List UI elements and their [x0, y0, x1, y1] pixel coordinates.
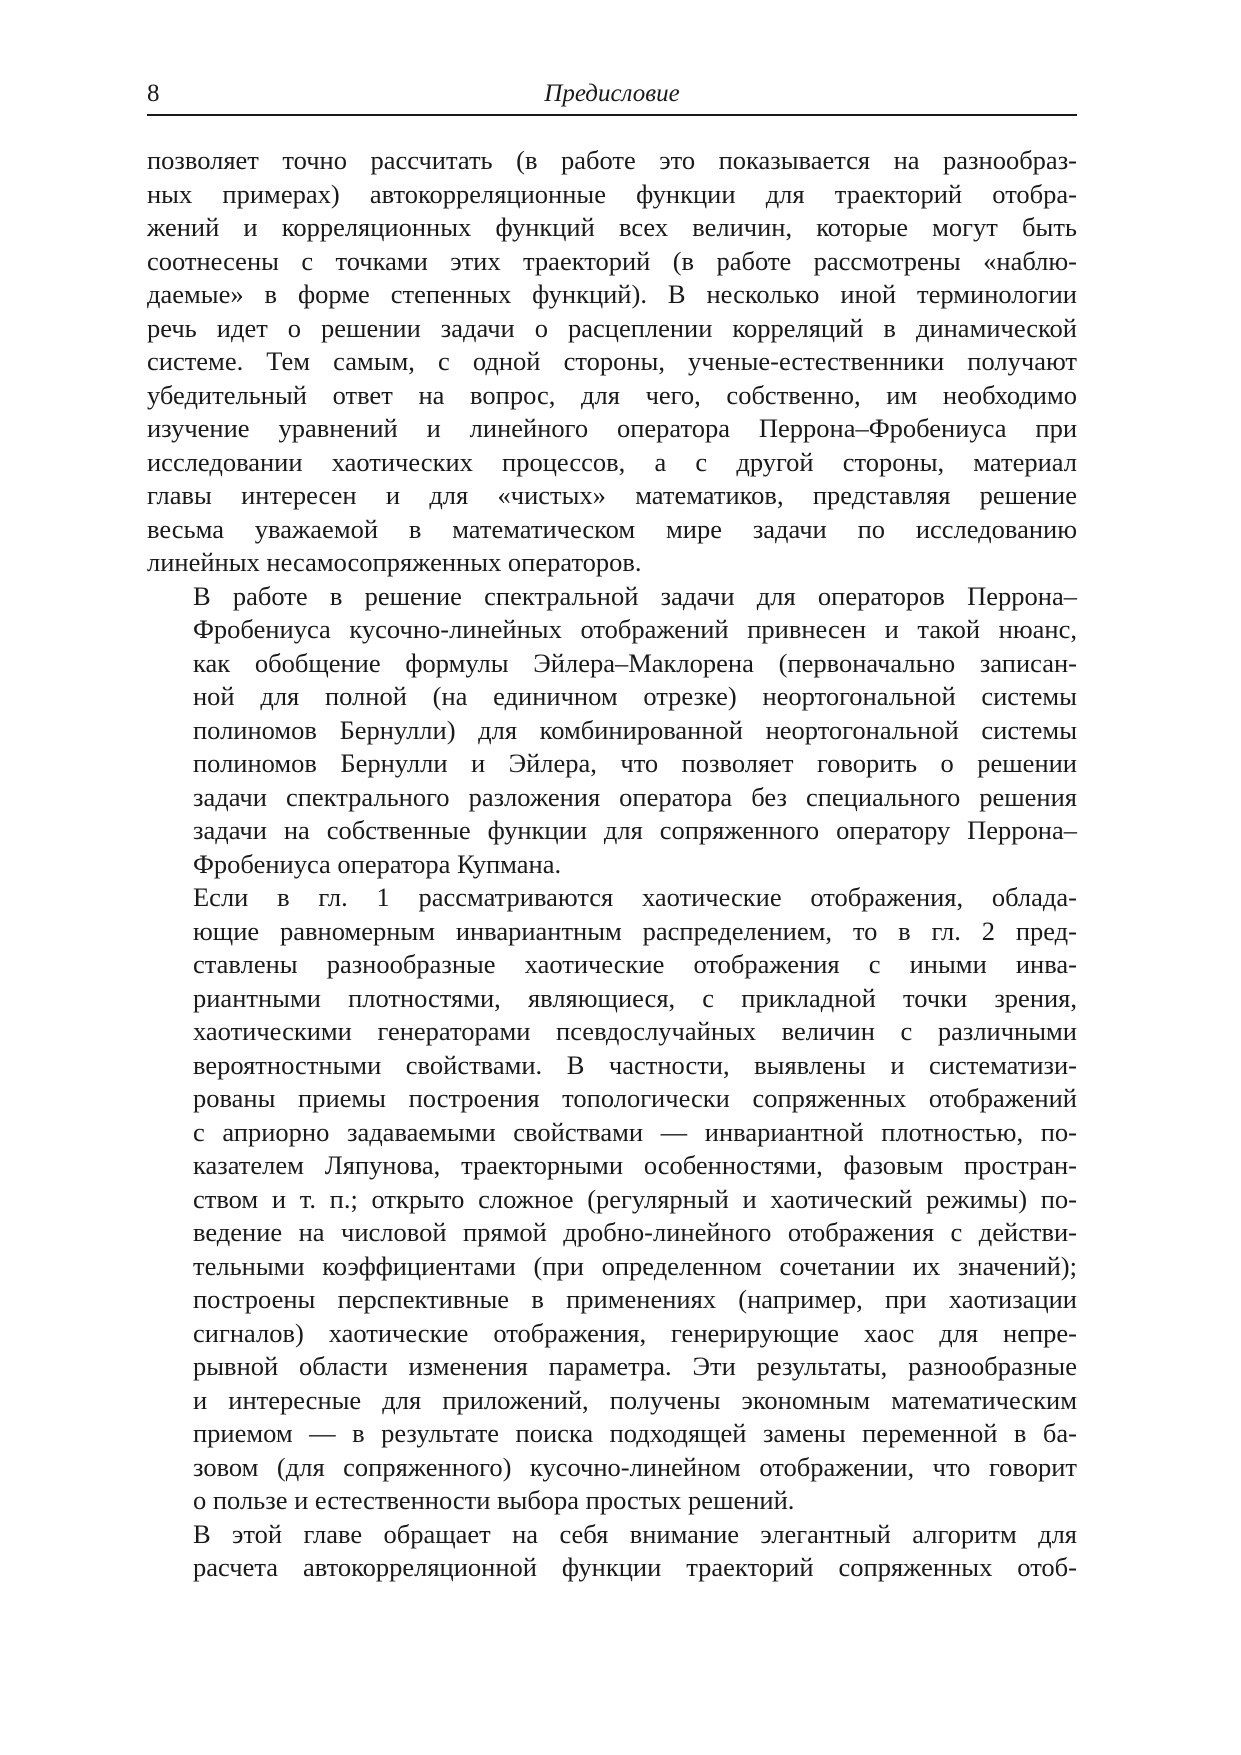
paragraph	[147, 881, 1077, 1518]
text-line: убедительный ответ на вопрос, для чего, собственно, им необходимо	[147, 379, 1077, 410]
running-head-title: Предисловие	[544, 80, 680, 107]
text-line: расчета автокорреляционной функции траекторий сопряженных отоб-	[193, 1552, 1077, 1582]
text-line: ведение на числовой прямой дробно-линейного отображения с действи-	[193, 1217, 1077, 1247]
page-number: 8	[147, 80, 160, 107]
text-line: тельными коэффициентами (при определенном сочетании их значений);	[193, 1250, 1077, 1281]
text-line: ных примерах) автокорреляционные функции для траекторий отобра-	[147, 178, 1077, 209]
text-line: исследовании хаотических процессов, а с другой стороны, материал	[147, 446, 1077, 477]
text-line: Если в гл. 1 рассматриваются хаотические отображения, облада-	[193, 882, 1077, 912]
text-line: построены перспективные в применениях (например, при хаотизации	[193, 1284, 1077, 1314]
text-line: и интересные для приложений, получены экономным математическим	[193, 1384, 1077, 1415]
text-line: рованы приемы построения топологически сопряженных отображений	[193, 1083, 1077, 1113]
text-line: полиномов Бернулли и Эйлера, что позволяет говорить о решении	[193, 748, 1077, 778]
text-line: В этой главе обращает на себя внимание элегантный алгоритм для	[193, 1518, 1077, 1549]
text-line: соотнесены с точками этих траекторий (в работе рассмотрены «наблю-	[147, 245, 1077, 276]
text-line: позволяет точно рассчитать (в работе это показывается на разнообраз-	[147, 145, 1077, 175]
text-line: В работе в решение спектральной задачи для операторов Перрона–	[193, 580, 1077, 611]
text-line: ющие равномерным инвариантным распределением, то в гл. 2 пред-	[193, 915, 1077, 946]
text-line: ством и т. п.; открыто сложное (регулярный и хаотический режимы) по-	[193, 1183, 1077, 1214]
running-head	[147, 74, 1077, 116]
text-line: рывной области изменения параметра. Эти результаты, разнообразные	[193, 1351, 1077, 1381]
text-line: приемом — в результате поиска подходящей замены переменной в ба-	[193, 1418, 1077, 1448]
text-line: вероятностными свойствами. В частности, выявлены и систематизи-	[193, 1049, 1077, 1080]
text-line: сигналов) хаотические отображения, генерирующие хаос для непре-	[193, 1317, 1077, 1348]
text-line: речь идет о решении задачи о расцеплении корреляций в динамической	[147, 312, 1077, 343]
text-line: как обобщение формулы Эйлера–Маклорена (первоначально записан-	[193, 647, 1077, 678]
paragraph	[147, 1518, 1077, 1585]
text-line: задачи спектрального разложения оператора без специального решения	[193, 781, 1077, 812]
text-line: изучение уравнений и линейного оператора Перрона–Фробениуса при	[147, 413, 1077, 443]
text-line: Фробениуса кусочно-линейных отображений привнесен и такой нюанс,	[193, 614, 1077, 644]
book-page	[147, 74, 1077, 1585]
text-line: жений и корреляционных функций всех величин, которые могут быть	[147, 212, 1077, 242]
paragraph	[147, 580, 1077, 882]
body-text	[147, 144, 1077, 1585]
text-line: линейных несамосопряженных операторов.	[147, 547, 642, 577]
paragraph	[147, 144, 1077, 580]
text-line: казателем Ляпунова, траекторными особенностями, фазовым простран-	[193, 1150, 1077, 1180]
text-line: Фробениуса оператора Купмана.	[193, 848, 562, 879]
text-line: ставлены разнообразные хаотические отображения с иными инва-	[193, 949, 1077, 979]
text-line: весьма уважаемой в математическом мире задачи по исследованию	[147, 513, 1077, 544]
text-line: задачи на собственные функции для сопряженного оператору Перрона–	[193, 815, 1077, 845]
text-line: с априорно задаваемыми свойствами — инвариантной плотностью, по-	[193, 1116, 1077, 1147]
text-line: хаотическими генераторами псевдослучайных величин с различными	[193, 1016, 1077, 1046]
text-line: риантными плотностями, являющиеся, с прикладной точки зрения,	[193, 982, 1077, 1013]
text-line: зовом (для сопряженного) кусочно-линейном отображении, что говорит	[193, 1451, 1077, 1482]
text-line: полиномов Бернулли) для комбинированной неортогональной системы	[193, 714, 1077, 745]
text-line: ной для полной (на единичном отрезке) неортогональной системы	[193, 681, 1077, 711]
text-line: даемые» в форме степенных функций). В несколько иной терминологии	[147, 279, 1077, 309]
text-line: системе. Тем самым, с одной стороны, ученые-естественники получают	[147, 346, 1077, 376]
text-line: о пользе и естественности выбора простых решений.	[193, 1485, 795, 1515]
text-line: главы интересен и для «чистых» математиков, представляя решение	[147, 480, 1077, 510]
